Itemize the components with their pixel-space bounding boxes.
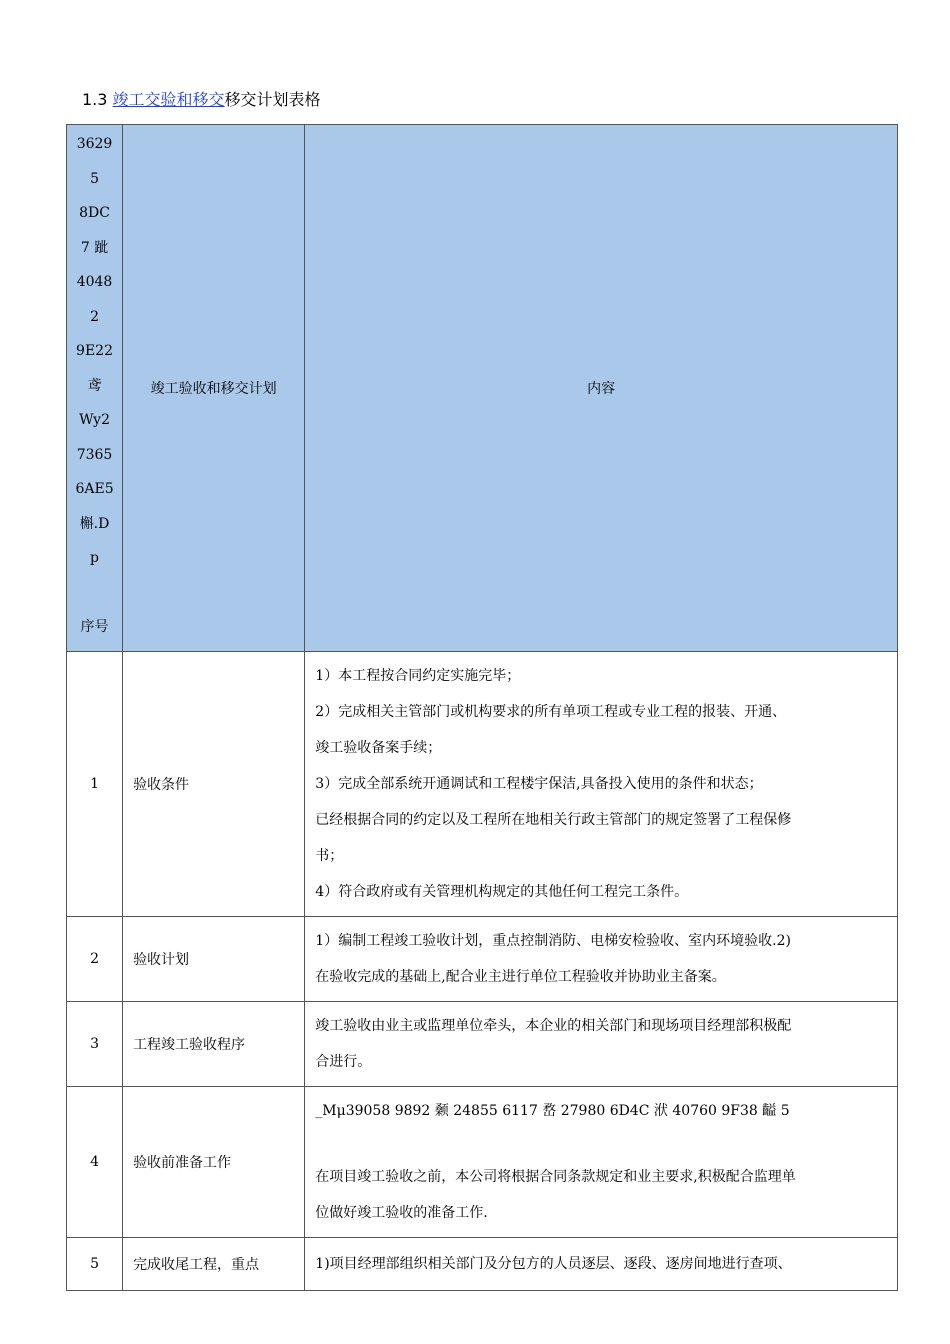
content-line: 3）完成全部系统开通调试和工程楼宇保洁,具备投入使用的条件和状态； xyxy=(315,776,763,792)
row-label: 验收条件 xyxy=(123,652,305,917)
content-line: 竣工验收备案手续； xyxy=(315,740,442,756)
header-id-line: Wy2 xyxy=(79,412,110,428)
table-row xyxy=(67,1087,898,1238)
content-line: 在验收完成的基础上,配合业主进行单位工程验收并协助业主备案。 xyxy=(315,969,726,985)
header-plan-cell: 竣工验收和移交计划 xyxy=(123,125,305,652)
header-id-line: 7 跐 xyxy=(80,239,109,256)
handover-plan-table xyxy=(66,124,898,1291)
row-number: 1 xyxy=(67,652,123,917)
header-seq-label: 序号 xyxy=(80,618,109,635)
header-seq-cell xyxy=(67,125,123,652)
content-line: 已经根据合同的约定以及工程所在地相关行政主管部门的规定签署了工程保修 xyxy=(315,812,792,828)
table-row xyxy=(67,652,898,917)
content-line: 1）编制工程竣工验收计划，重点控制消防、电梯安检验收、室内环境验收.2) xyxy=(315,933,792,949)
row-content xyxy=(305,1002,898,1087)
content-line: 1）本工程按合同约定实施完毕； xyxy=(315,668,521,684)
row-label: 验收计划 xyxy=(123,917,305,1002)
section-link[interactable]: 竣工交验和移交 xyxy=(112,90,225,109)
row-content xyxy=(305,652,898,917)
table-row xyxy=(67,1238,898,1291)
content-line: 书； xyxy=(315,848,344,864)
content-line: 在项目竣工验收之前，本公司将根据合同条款规定和业主要求,积极配合监理单 xyxy=(315,1169,796,1185)
row-label: 完成收尾工程，重点 xyxy=(123,1238,305,1291)
header-id-line: p xyxy=(90,550,100,566)
header-id-line: 9E22 xyxy=(76,343,113,359)
content-line: 合进行。 xyxy=(315,1054,372,1070)
header-id-line: 7365 xyxy=(76,446,113,463)
content-line: 1)项目经理部组织相关部门及分包方的人员逐层、逐段、逐房间地进行查项、 xyxy=(315,1256,792,1272)
header-id-line: 4048 xyxy=(76,274,113,290)
content-line: 2）完成相关主管部门或机构要求的所有单项工程或专业工程的报装、开通、 xyxy=(315,704,787,720)
row-number: 2 xyxy=(67,917,123,1002)
row-content xyxy=(305,1238,898,1291)
header-content-cell: 内容 xyxy=(305,125,898,652)
header-id-line: 槲.D xyxy=(79,515,110,532)
table-row xyxy=(67,917,898,1002)
row-content xyxy=(305,1087,898,1238)
content-line: 位做好竣工验收的准备工作. xyxy=(315,1205,488,1221)
table-row xyxy=(67,1002,898,1087)
header-id-line: 6AE5 xyxy=(75,481,114,497)
row-label: 验收前准备工作 xyxy=(123,1087,305,1238)
header-gap xyxy=(67,576,122,610)
content-line: _Mμ39058 9892 颡 24855 6117 嵍 27980 6D4C 洑 40760 9F38 齸 5 xyxy=(315,1103,790,1119)
header-id-line: 3629 xyxy=(76,136,113,152)
content-line: 4）符合政府或有关管理机构规定的其他任何工程完工条件。 xyxy=(315,884,689,900)
section-title-rest: 移交计划表格 xyxy=(224,90,321,109)
section-heading xyxy=(82,88,321,112)
header-id-line: 鸢 xyxy=(87,377,102,394)
header-id-line: 2 xyxy=(90,308,99,325)
header-id-line: 5 xyxy=(90,170,99,187)
row-number: 4 xyxy=(67,1087,123,1238)
header-id-line: 8DC xyxy=(79,205,110,221)
row-label: 工程竣工验收程序 xyxy=(123,1002,305,1087)
row-content xyxy=(305,917,898,1002)
row-number: 3 xyxy=(67,1002,123,1087)
section-number: 1.3 xyxy=(82,90,113,109)
row-number: 5 xyxy=(67,1238,123,1291)
content-spacer xyxy=(315,1129,889,1159)
content-line: 竣工验收由业主或监理单位牵头，本企业的相关部门和现场项目经理部积极配 xyxy=(315,1018,792,1034)
table-header-row xyxy=(67,125,898,652)
